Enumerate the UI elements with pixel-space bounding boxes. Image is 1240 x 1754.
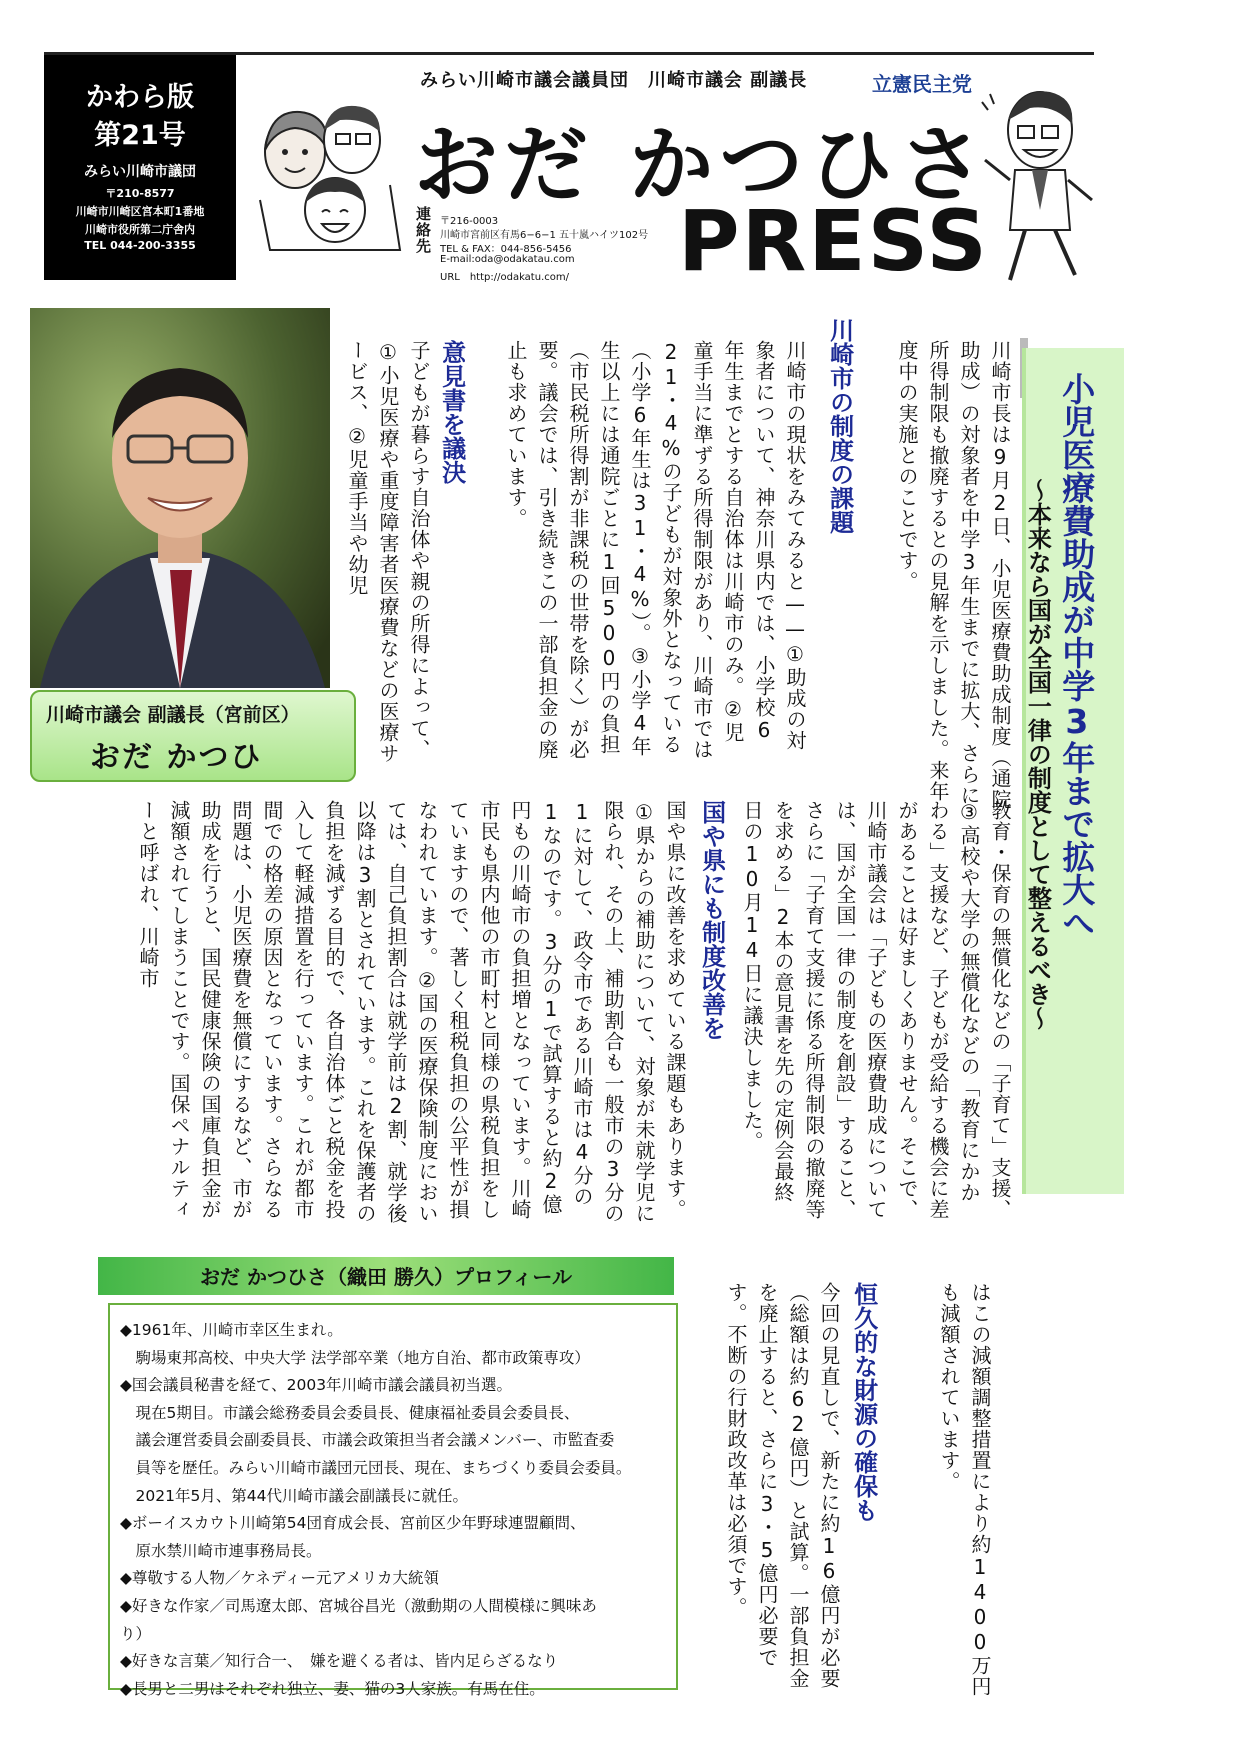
profile-text [120, 1317, 668, 1703]
headline-sub: 〜本来なら国が全国一律の制度として整えるべき〜 [1023, 478, 1052, 1030]
text-line: ②国の医療保険制度においては、自己負 [384, 800, 439, 1224]
headline-main: 小児医療費助成が中学3年まで拡大へ [1057, 372, 1097, 939]
contact-line: 〒216-0003 [440, 216, 499, 227]
text-line: 見書を先の定例会最終日の10月14日 [740, 800, 795, 1203]
text-line: などの医療サービス、②児童手当や幼児 [345, 340, 400, 764]
text-line: 崎市では21・4%の子どもが対象外と [659, 340, 714, 760]
text-line: 廃止も求めています。 [504, 340, 559, 760]
text-line: 川崎市長は9月2日、小児医療費助成 [988, 340, 1012, 705]
text-line: なっている（小学6年生は31・4%）。 [628, 340, 683, 755]
text-line: ます。 [663, 1157, 687, 1220]
section-body-penalty-cont [920, 1282, 995, 1702]
text-line: 助成については、国が全国一律の制度を [833, 800, 888, 1220]
contact-line: E-mail:oda@odakatau.com [440, 254, 575, 265]
family-illustration [240, 90, 405, 280]
text-line: これが都市間での格差の原因となって [260, 800, 315, 1220]
caption-name: おだ かつひ [90, 740, 263, 775]
text-line: 入して軽減措置を行っています。 [291, 800, 315, 1115]
profile-line: ◆1961年、川崎市幸区生まれ。 [120, 1321, 343, 1339]
issue-address-line: TEL 044-200-3355 [84, 239, 196, 252]
profile-line: ◆尊敬する人物／ケネディー元アメリカ大統領 [120, 1569, 439, 1588]
text-line: 必要（総額は約62億円）と試算。一部負 [786, 1282, 841, 1689]
profile-line: ◆好きな言葉／知行合一、 嫌を避くる者は、皆内足らざるなり [120, 1652, 559, 1671]
section-body-city-issues [440, 340, 810, 760]
text-line: 川崎市の現状をみてみると—— [783, 340, 807, 642]
profile-line: 駒場東邦高校、中央大学 法学部卒業（地方自治、都市政策専攻） [120, 1348, 590, 1367]
profile-line: 現在5期目。市議会総務委員会委員長、健康福祉委員会委員長、 [120, 1403, 580, 1422]
text-line: 割とされています。これを保護者の負担 [322, 800, 377, 1224]
profile-box [108, 1303, 678, 1698]
text-line: は、小学校6年生までとする自治体は川 [721, 340, 776, 743]
profile-line: 議会運営委員会副委員長、市議会政策担当者会議メンバー、市監査委 [120, 1431, 615, 1450]
text-line: ると約2億円もの川崎市の負担増とな [508, 800, 563, 1215]
text-line: 崎市のみ。 [721, 592, 745, 697]
text-line: までに拡大、さらに所得制限も撤廃する [926, 340, 981, 806]
text-line: 担割合は就学前は2割、就学後以降は3 [353, 800, 408, 1224]
text-line: ③小学4年生以上には通院ごとに1回5 [597, 340, 652, 757]
newsletter-name-title: おだ かつひさ [414, 116, 990, 214]
issue-org: みらい川崎市議団 [84, 164, 196, 180]
text-line: との見解を示しました。来年度中の実施 [895, 340, 950, 802]
text-line: 子どもが暮らす自治体や親の所得に [407, 340, 431, 676]
text-line: 教育・保育の無償化などの「子育て」支援、 [988, 800, 1012, 1220]
text-line: っています。 [508, 1052, 532, 1178]
profile-line: 原水禁川崎市連事務局長。 [120, 1541, 322, 1560]
text-line: る所得制限の撤廃等を求める」2本の意 [771, 800, 826, 1220]
section-body-resolution-cont [740, 800, 1015, 1220]
press-title: PRESS [678, 192, 989, 290]
text-line: さらなる問題は、小児医療費を無償に [229, 800, 284, 1220]
issue-number: 第21号 [94, 120, 186, 151]
text-line: 万円も減額されています。 [937, 1282, 992, 1697]
profile-line: ◆好きな作家／司馬遼太郎、宮城谷昌光（激動期の人間模様に興味あ [120, 1596, 597, 1615]
mascot-illustration [980, 80, 1100, 290]
article-intro [880, 340, 1015, 810]
text-line: 3分の1に対して、政令市である川崎市 [570, 800, 625, 1224]
section-body-funding [720, 1282, 844, 1702]
text-line: に差があることは好ましくありません。 [895, 800, 950, 1220]
section-body-resolution [345, 340, 434, 770]
text-line: います。 [260, 1052, 284, 1136]
section-body-national [90, 800, 690, 1230]
text-line: 険の国庫負担金が減額されてしまうこと [167, 800, 222, 1220]
text-line: ③高校や大学の無償化などの「教育にか [957, 800, 981, 1182]
text-line: 00円の負担（市民税所得割が非課税の [566, 340, 621, 755]
profile-header [98, 1257, 674, 1295]
photo-caption [30, 690, 356, 782]
text-line: よって、①小児医療や重度障害者医療費 [376, 340, 431, 760]
profile-line: り） [120, 1624, 152, 1643]
text-line: するなど、市が助成を行うと、国民健康保 [198, 800, 253, 1220]
contact-label: 連絡先 [414, 206, 432, 254]
text-line: とのことです。 [895, 445, 919, 592]
text-line: 今回の見直しで、新たに約16億円が [817, 1282, 841, 1647]
text-line: は4分の1なのです。3分の1で試算す [539, 800, 594, 1207]
section-heading-resolution: 意見書を議決 [437, 340, 466, 484]
text-line: 議会では、引き続きこの一部負担金の [535, 382, 559, 739]
profile-title: おだ かつひさ（織田 勝久）プロフィール [200, 1265, 572, 1289]
section-heading-funding: 恒久的な財源の確保も [849, 1282, 878, 1522]
caption-role: 川崎市議会 副議長（宮前区） [46, 704, 300, 726]
text-line: 担金を廃止すると、さらに3・5億円必 [755, 1282, 810, 1689]
profile-line: 員等を歴任。みらい川崎市議団元団長、現在、まちづくり委員会委員。 [120, 1458, 632, 1477]
text-line: 創設」すること、さらに「子育て支援に係 [802, 800, 857, 1220]
profile-line: 2021年5月、第44代川崎市議会副議長に就任。 [120, 1486, 469, 1505]
text-line: 担の公平性が損なわれています。 [415, 800, 470, 1220]
contact-line: URL http://odakatu.com/ [440, 272, 569, 283]
portrait-photo [30, 308, 330, 688]
profile-line: ◆ボーイスカウト川崎第54団育成会長、宮前区少年野球連盟顧問、 [120, 1514, 586, 1533]
text-line: 税負担をしていますので、著しく租税負 [446, 800, 501, 1220]
text-line: です。国保ペナルティーと呼ばれ、川崎市 [136, 800, 191, 1220]
text-line: そこで、川崎市議会は「子どもの医療費 [864, 800, 919, 1220]
issue-address-line: 〒210-8577 [105, 187, 175, 200]
text-line: ①県からの補助について、対象が未就学 [632, 800, 656, 1182]
text-line: 要です。不断の行財政改革は必須です。 [724, 1282, 779, 1668]
contact-line: 川崎市宮前区有馬6−6−1 五十嵐ハイツ102号 [440, 230, 649, 241]
party-logo: 立憲民主党 [872, 72, 972, 96]
issue-box [44, 55, 236, 280]
text-line: 川崎市民も県内他の市町村と同様の県 [477, 800, 532, 1220]
text-line: に議決しました。 [740, 984, 764, 1152]
issue-address-line: 川崎市役所第二庁舎内 [85, 223, 195, 236]
text-line: はこの減額調整措置により約1400 [968, 1282, 992, 1655]
issue-address-line: 川崎市川崎区宮本町1番地 [75, 205, 205, 218]
text-line: 児に限られ、その上、補助割合も一般市の [601, 800, 656, 1224]
contact-line: TEL & FAX：044-856-5456 [440, 244, 572, 255]
section-heading-city-issues: 川崎市の制度の課題 [825, 318, 854, 534]
text-line: かわる」支援など、子どもが受給する機会 [926, 800, 981, 1203]
profile-line: ◆国会議員秘書を経て、2003年川崎市議会議員初当選。 [120, 1376, 513, 1395]
tagline: みらい川崎市議会議員団 川崎市議会 副議長 [420, 70, 808, 91]
text-line: 国や県に改善を求めている課題もあり [663, 800, 687, 1157]
text-line: ①助成の対象者について、神奈川県内で [752, 340, 807, 751]
issue-edition: かわら版 [86, 82, 194, 113]
text-line: 世帯を除く）が必要。 [535, 340, 590, 760]
text-line: 制度（通院助成）の対象者を中学3年生 [957, 340, 1012, 810]
text-line: ②児童手当に準ずる所得制限があり、川 [690, 340, 745, 743]
text-line: を減ずる目的で、各自治体ごと税金を投 [322, 842, 346, 1220]
section-heading-national: 国や県にも制度改善を [697, 800, 726, 1040]
profile-line: ◆長男と二男はそれぞれ独立、妻、猫の3人家族。有馬在住。 [120, 1679, 545, 1698]
